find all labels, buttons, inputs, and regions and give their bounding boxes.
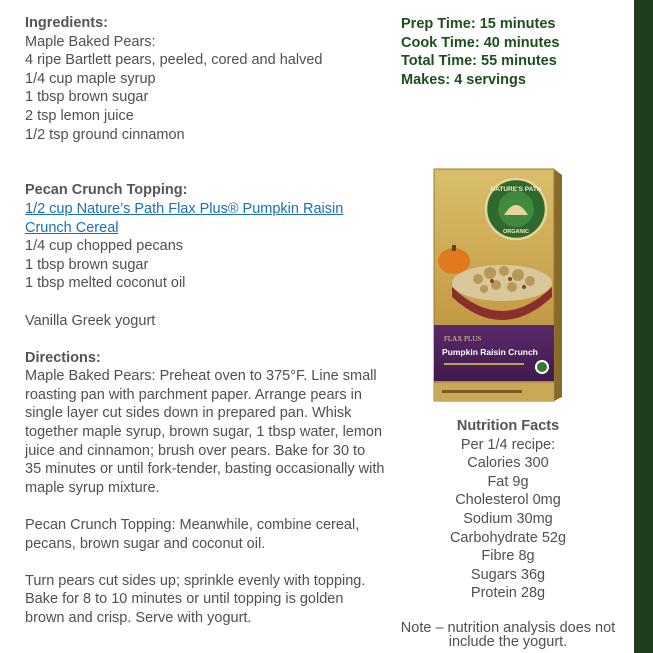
nutrition-title: Nutrition Facts [456, 418, 560, 434]
cereal-box-image [430, 165, 564, 402]
prep-time: Prep Time: 15 minutes [401, 16, 556, 32]
ingredients-heading: Ingredients: [25, 15, 108, 31]
nutrition-item: Carbohydrate 52g [449, 529, 567, 546]
servings: Makes: 4 servings [401, 71, 526, 88]
directions-heading: Directions: [25, 349, 101, 366]
directions-step: Pecan Crunch Topping: Meanwhile, combine cereal, pecans, brown sugar and coconut oil. [25, 517, 360, 552]
nutrition-per: Per 1/4 recipe: [460, 436, 556, 453]
ingredient-item: 1/4 cup maple syrup [25, 70, 156, 87]
ingredient-item: 1/2 tsp ground cinnamon [25, 126, 185, 143]
nutrition-item: Protein 28g [470, 585, 546, 602]
ingredient-item: 4 ripe Bartlett pears, peeled, cored and halved [25, 52, 323, 69]
nutrition-item: Sugars 36g [470, 566, 546, 583]
product-name-text: Pumpkin Raisin Crunch [442, 347, 538, 357]
nutrition-item: Sodium 30mg [463, 510, 553, 527]
ingredient-item: 1 tbsp brown sugar [25, 89, 149, 106]
topping-item: 1 tbsp brown sugar [25, 256, 149, 273]
nutrition-facts [428, 417, 588, 603]
recipe-left-column [25, 14, 385, 628]
brand-name-text: NATURE'S PATH [490, 186, 542, 193]
nutrition-item: Cholesterol 0mg [455, 492, 561, 509]
nutrition-item: Calories 300 [467, 455, 549, 472]
nutrition-note: Note – nutrition analysis does not include the yogurt. [400, 620, 616, 650]
recipe-times [401, 15, 559, 89]
pumpkin-icon [438, 248, 470, 274]
ingredient-item: 2 tsp lemon juice [25, 107, 134, 124]
yogurt-item: Vanilla Greek yogurt [25, 312, 156, 329]
directions-step: Maple Baked Pears: Preheat oven to 375°F. Line small roasting pan with parchment paper. Arrange pears in single layer cut sides down in prepared pan. Whisk together maple syrup, brown sugar, 1 tbsp water, lemon juice and cinnamon; brush over pears. Bake for 30 to 35 minutes or until fork-tender, basting occasionally with maple syrup mixture. [25, 368, 385, 496]
product-line-text: FLAX PLUS [444, 335, 482, 343]
nutrition-item: Fibre 8g [481, 548, 535, 565]
cereal-product-link[interactable]: 1/2 cup Nature’s Path Flax Plus® Pumpkin Raisin Crunch Cereal [25, 200, 344, 236]
pears-subheading: Maple Baked Pears: [25, 33, 156, 50]
topping-heading: Pecan Crunch Topping: [25, 182, 188, 199]
directions-step: Turn pears cut sides up; sprinkle evenly with topping. Bake for 8 to 10 minutes or until topping is golden brown and crisp. Serve with yogurt. [25, 572, 366, 626]
topping-item: 1/4 cup chopped pecans [25, 238, 184, 255]
organic-text: ORGANIC [503, 229, 529, 235]
topping-item: 1 tbsp melted coconut oil [25, 275, 186, 292]
total-time: Total Time: 55 minutes [401, 53, 557, 70]
cook-time: Cook Time: 40 minutes [401, 34, 560, 51]
nutrition-item: Fat 9g [487, 473, 529, 490]
